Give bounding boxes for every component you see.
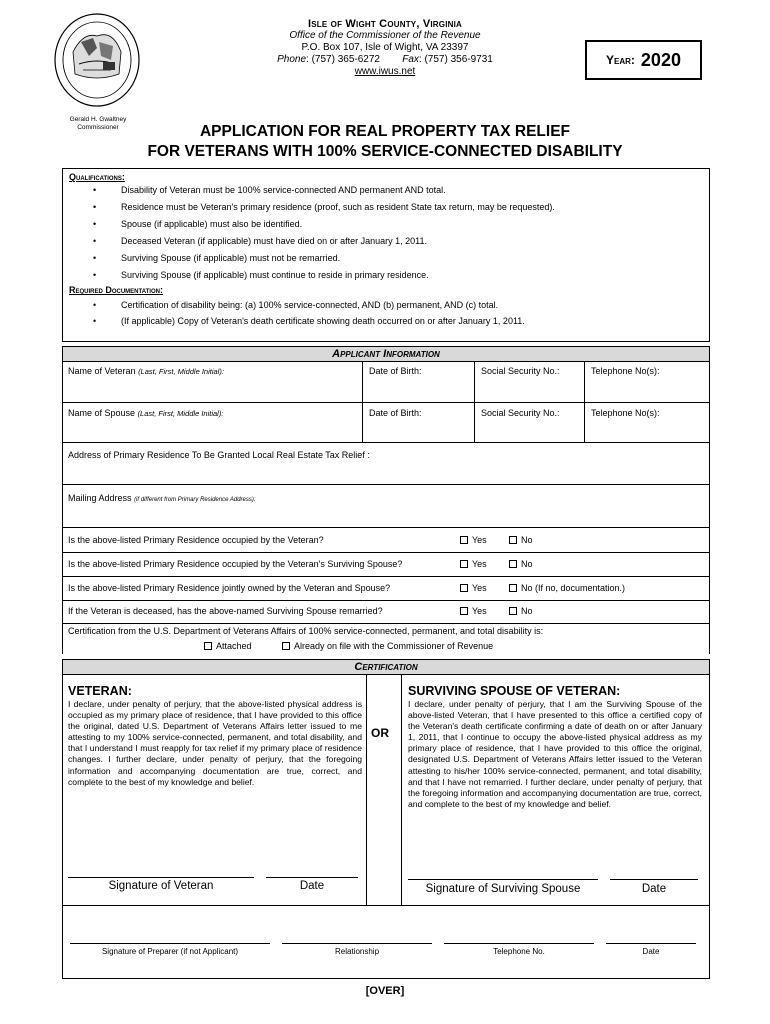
spouse-declaration: I declare, under penalty of perjury, that I am the Surviving Spouse of the above-listed Veteran, that I have presented to this office a certified copy of the Veteran's death certificate confirming a date of death on or after January 1, 2011, that I continue to occupy the above-listed physical address as my primary place of residence, that I have provided to this office the original, designated U.S. Department of Veterans Affairs letter issued to the Veteran attesting to his/her 100% service-connected, permanent, and total disability, and that I have not remarried. I further declare, under penalty of perjury, that the foregoing information and accompanying documentation are true, correct, and complete to the best of my knowledge and belief. — [408, 699, 702, 809]
veteran-date-line[interactable] — [266, 877, 358, 878]
relationship-line[interactable] — [282, 943, 432, 944]
mailing-address-field[interactable]: Mailing Address (if different from Primary Residence Address): — [68, 493, 256, 503]
question-occupied-veteran: Is the above-listed Primary Residence occupied by the Veteran? — [68, 535, 324, 545]
fax-number: : (757) 356-9731 — [418, 54, 493, 65]
commissioner-title: Commissioner — [77, 124, 119, 131]
veteran-certification — [68, 684, 362, 788]
phone-label: Phone — [277, 54, 307, 65]
documentation-list — [93, 297, 703, 329]
question-occupied-spouse: Is the above-listed Primary Residence occupied by the Veteran's Surviving Spouse? — [68, 559, 403, 569]
fax-label: Fax — [402, 54, 419, 65]
county-name: Isle of Wight County, Virginia — [308, 18, 462, 30]
spouse-dob-field[interactable]: Date of Birth: — [369, 408, 422, 418]
list-item: • Deceased Veteran (if applicable) must have died on or after January 1, 2011. — [93, 233, 703, 250]
year-box — [585, 40, 702, 80]
office-phones — [260, 54, 510, 66]
certification-status-text: Certification from the U.S. Department of Veterans Affairs of 100% service-connected, permanent, and total disability is: — [68, 626, 544, 636]
divider — [62, 905, 63, 978]
divider — [62, 905, 710, 906]
divider — [62, 527, 710, 528]
list-item: • Spouse (if applicable) must also be identified. — [93, 216, 703, 233]
list-item: • Disability of Veteran must be 100% service-connected AND permanent AND total. — [93, 182, 703, 199]
form-title-line2: FOR VETERANS WITH 100% SERVICE-CONNECTED DISABILITY — [147, 143, 623, 160]
form-title — [60, 122, 710, 162]
preparer-phone-label: Telephone No. — [493, 947, 545, 956]
list-item: • Surviving Spouse (if applicable) must not be remarried. — [93, 250, 703, 267]
commissioner-name: Gerald H. Gwaltney — [69, 116, 127, 123]
spouse-name-field[interactable]: Name of Spouse (Last, First, Middle Initial): — [68, 408, 224, 418]
divider — [366, 675, 367, 905]
phone-number: : (757) 365-6272 — [306, 54, 380, 65]
certification-section-header: Certification — [62, 659, 710, 675]
spouse-phone-field[interactable]: Telephone No(s): — [591, 408, 660, 418]
spouse-signature-line[interactable] — [408, 879, 598, 880]
preparer-signature-line[interactable] — [70, 943, 270, 944]
relationship-label: Relationship — [334, 947, 380, 956]
qualifications-heading: Qualifications: — [69, 172, 125, 182]
divider — [401, 675, 402, 905]
form-title-line1: APPLICATION FOR REAL PROPERTY TAX RELIEF — [199, 123, 571, 140]
list-item: • Certification of disability being: (a) 100% service-connected, AND (b) permanent, AND (c) total. — [93, 297, 703, 313]
county-seal — [53, 12, 141, 108]
divider — [62, 576, 710, 577]
on-file-checkbox[interactable]: Already on file with the Commissioner of Revenue — [282, 641, 493, 651]
divider — [62, 484, 710, 485]
office-name: Office of the Commissioner of the Revenue — [289, 30, 481, 41]
yes-checkbox[interactable]: Yes — [460, 583, 487, 593]
divider — [62, 978, 710, 979]
year-value: 2020 — [640, 49, 681, 70]
question-remarried: If the Veteran is deceased, has the above-named Surviving Spouse remarried? — [68, 606, 383, 616]
list-item: • (If applicable) Copy of Veteran's death certificate showing death occurred on or after January 1, 2011. — [93, 313, 703, 329]
spouse-heading: SURVIVING SPOUSE OF VETERAN: — [408, 684, 621, 698]
website-link[interactable]: www.iwus.net — [354, 66, 416, 77]
divider — [62, 402, 710, 403]
over-label: [OVER] — [365, 985, 405, 997]
divider — [62, 442, 710, 443]
no-checkbox[interactable]: No — [509, 559, 533, 569]
list-item: • Surviving Spouse (if applicable) must continue to reside in primary residence. — [93, 267, 703, 284]
spouse-signature-label: Signature of Surviving Spouse — [425, 883, 581, 895]
preparer-date-line[interactable] — [606, 943, 696, 944]
divider — [709, 905, 710, 978]
veteran-declaration: I declare, under penalty of perjury, that the above-listed physical address is occupied as my primary place of residence, that I have provided to this office the original, dated U.S. Department of Veterans Affairs letter issued to me attesting to my 100% service-connected, permanent, and total disability, and that I understand I must reapply for tax relief if my primary place of residence changes. I further declare, under penalty of perjury, that the foregoing information and accompanying documentation are true, correct, and complete to the best of my knowledge and belief. — [68, 699, 362, 787]
no-checkbox[interactable]: No — [509, 535, 533, 545]
no-checkbox[interactable]: No — [509, 606, 533, 616]
preparer-signature-label: Signature of Preparer (if not Applicant) — [101, 947, 239, 956]
yes-checkbox[interactable]: Yes — [460, 559, 487, 569]
preparer-phone-line[interactable] — [444, 943, 594, 944]
divider — [62, 600, 710, 601]
office-address: P.O. Box 107, Isle of Wight, VA 23397 — [301, 42, 469, 53]
no-checkbox[interactable]: No (If no, documentation.) — [509, 583, 625, 593]
veteran-dob-field[interactable]: Date of Birth: — [369, 366, 422, 376]
question-jointly-owned: Is the above-listed Primary Residence jointly owned by the Veteran and Spouse? — [68, 583, 391, 593]
qualifications-box — [62, 168, 710, 342]
qualifications-list — [93, 182, 703, 284]
or-label: OR — [371, 726, 389, 740]
veteran-ssn-field[interactable]: Social Security No.: — [481, 366, 560, 376]
spouse-date-line[interactable] — [610, 879, 698, 880]
attached-checkbox[interactable]: Attached — [204, 641, 252, 651]
primary-address-field[interactable]: Address of Primary Residence To Be Granted Local Real Estate Tax Relief : — [68, 450, 370, 460]
veteran-signature-label: Signature of Veteran — [108, 880, 214, 892]
spouse-ssn-field[interactable]: Social Security No.: — [481, 408, 560, 418]
spouse-certification — [408, 684, 702, 810]
preparer-date-label: Date — [642, 947, 660, 956]
yes-checkbox[interactable]: Yes — [460, 606, 487, 616]
office-header — [260, 18, 510, 78]
veteran-date-label: Date — [299, 880, 325, 892]
year-label: Year: — [606, 53, 635, 67]
spouse-date-label: Date — [641, 883, 667, 895]
yes-checkbox[interactable]: Yes — [460, 535, 487, 545]
applicant-section-header: Applicant Information — [62, 346, 710, 362]
veteran-name-field[interactable]: Name of Veteran (Last, First, Middle Initial): — [68, 366, 224, 376]
list-item: • Residence must be Veteran's primary residence (proof, such as resident State tax return, may be requested). — [93, 199, 703, 216]
veteran-heading: VETERAN: — [68, 684, 132, 698]
divider — [62, 623, 710, 624]
divider — [62, 552, 710, 553]
veteran-phone-field[interactable]: Telephone No(s): — [591, 366, 660, 376]
documentation-heading: Required Documentation: — [69, 285, 163, 295]
veteran-signature-line[interactable] — [68, 877, 254, 878]
